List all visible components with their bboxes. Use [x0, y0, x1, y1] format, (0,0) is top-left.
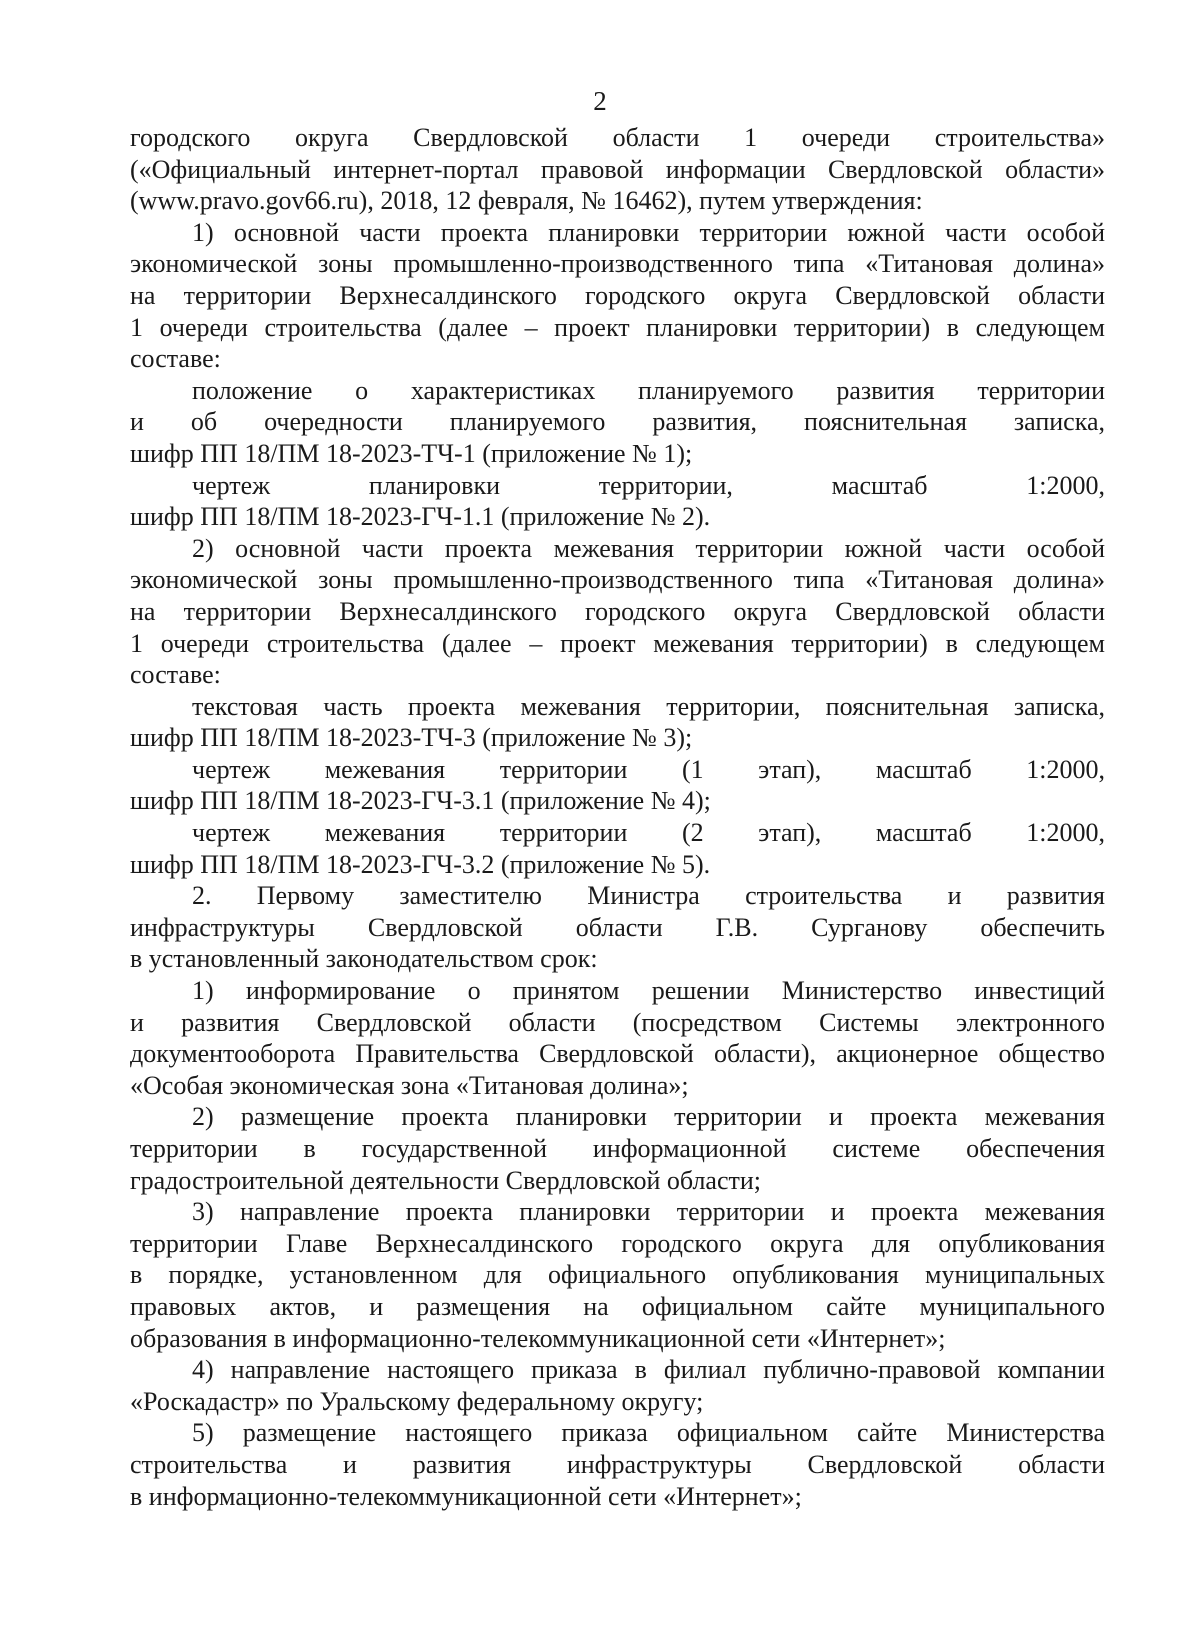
text-line: образования в информационно-телекоммуникационной сети «Интернет»;	[130, 1323, 946, 1353]
text-line: 2. Первому заместителю Министра строительства и развития	[192, 881, 1105, 911]
text-line: шифр ПП 18/ПМ 18-2023-ТЧ-1 (приложение № 1);	[130, 438, 693, 468]
text-line: городского округа Свердловской области 1 очереди строительства»	[130, 123, 1105, 152]
text-line: экономической зоны промышленно-производственного типа «Титановая долина»	[130, 249, 1105, 279]
text-line: инфраструктуры Свердловской области Г.В. Сурганову обеспечить	[130, 912, 1105, 942]
text-line: экономической зоны промышленно-производственного типа «Титановая долина»	[130, 565, 1105, 595]
text-line: 1) основной части проекта планировки территории южной части особой	[192, 217, 1105, 247]
text-line: шифр ПП 18/ПМ 18-2023-ГЧ-1.1 (приложение № 2).	[130, 502, 711, 532]
text-line: 2) основной части проекта межевания территории южной части особой	[192, 533, 1105, 563]
text-line: 3) направление проекта планировки территории и проекта межевания	[192, 1197, 1105, 1227]
text-line: (www.pravo.gov66.ru), 2018, 12 февраля, № 16462), путем утверждения:	[130, 186, 923, 216]
text-line: и об очередности планируемого развития, пояснительная записка,	[130, 407, 1105, 437]
text-line: правовых актов, и размещения на официальном сайте муниципального	[130, 1291, 1105, 1321]
document-body	[130, 122, 1105, 1512]
text-line: шифр ПП 18/ПМ 18-2023-ГЧ-3.1 (приложение № 4);	[130, 786, 711, 816]
text-line: чертеж межевания территории (1 этап), масштаб 1:2000,	[192, 754, 1105, 784]
text-line: территории Главе Верхнесалдинского городского округа для опубликования	[130, 1228, 1105, 1258]
text-line: территории в государственной информационной системе обеспечения	[130, 1134, 1105, 1163]
text-line: «Особая экономическая зона «Титановая долина»;	[130, 1070, 689, 1100]
text-line: строительства и развития инфраструктуры Свердловской области	[130, 1449, 1105, 1479]
text-line: в установленный законодательством срок:	[130, 944, 598, 974]
text-line: составе:	[130, 344, 221, 374]
text-line: «Роскадастр» по Уральскому федеральному округу;	[130, 1386, 704, 1416]
text-line: документооборота Правительства Свердловской области), акционерное общество	[130, 1039, 1105, 1069]
text-line: шифр ПП 18/ПМ 18-2023-ТЧ-3 (приложение № 3);	[130, 723, 693, 753]
text-line: на территории Верхнесалдинского городского округа Свердловской области	[130, 596, 1105, 626]
text-line: 4) направление настоящего приказа в филиал публично-правовой компании	[192, 1355, 1105, 1385]
text-line: составе:	[130, 660, 221, 690]
text-line: в информационно-телекоммуникационной сети «Интернет»;	[130, 1481, 802, 1511]
text-line: на территории Верхнесалдинского городского округа Свердловской области	[130, 280, 1105, 310]
text-line: чертеж межевания территории (2 этап), масштаб 1:2000,	[192, 818, 1105, 848]
text-line: и развития Свердловской области (посредством Системы электронного	[130, 1007, 1105, 1037]
text-line: 1) информирование о принятом решении Министерство инвестиций	[192, 976, 1105, 1006]
text-line: шифр ПП 18/ПМ 18-2023-ГЧ-3.2 (приложение № 5).	[130, 849, 711, 879]
text-line: градостроительной деятельности Свердловской области;	[130, 1165, 762, 1195]
text-line: 1 очереди строительства (далее – проект планировки территории) в следующем	[130, 312, 1105, 342]
text-line: чертеж планировки территории, масштаб 1:2000,	[192, 470, 1105, 500]
text-line: текстовая часть проекта межевания территории, пояснительная записка,	[192, 691, 1105, 721]
page-number: 2	[593, 86, 607, 116]
text-line: 5) размещение настоящего приказа официальном сайте Министерства	[192, 1418, 1105, 1448]
text-line: в порядке, установленном для официального опубликования муниципальных	[130, 1260, 1105, 1290]
text-line: («Официальный интернет-портал правовой информации Свердловской области»	[130, 154, 1105, 184]
text-line: положение о характеристиках планируемого развития территории	[192, 375, 1105, 405]
text-line: 2) размещение проекта планировки территории и проекта межевания	[192, 1102, 1105, 1132]
text-line: 1 очереди строительства (далее – проект межевания территории) в следующем	[130, 628, 1105, 658]
